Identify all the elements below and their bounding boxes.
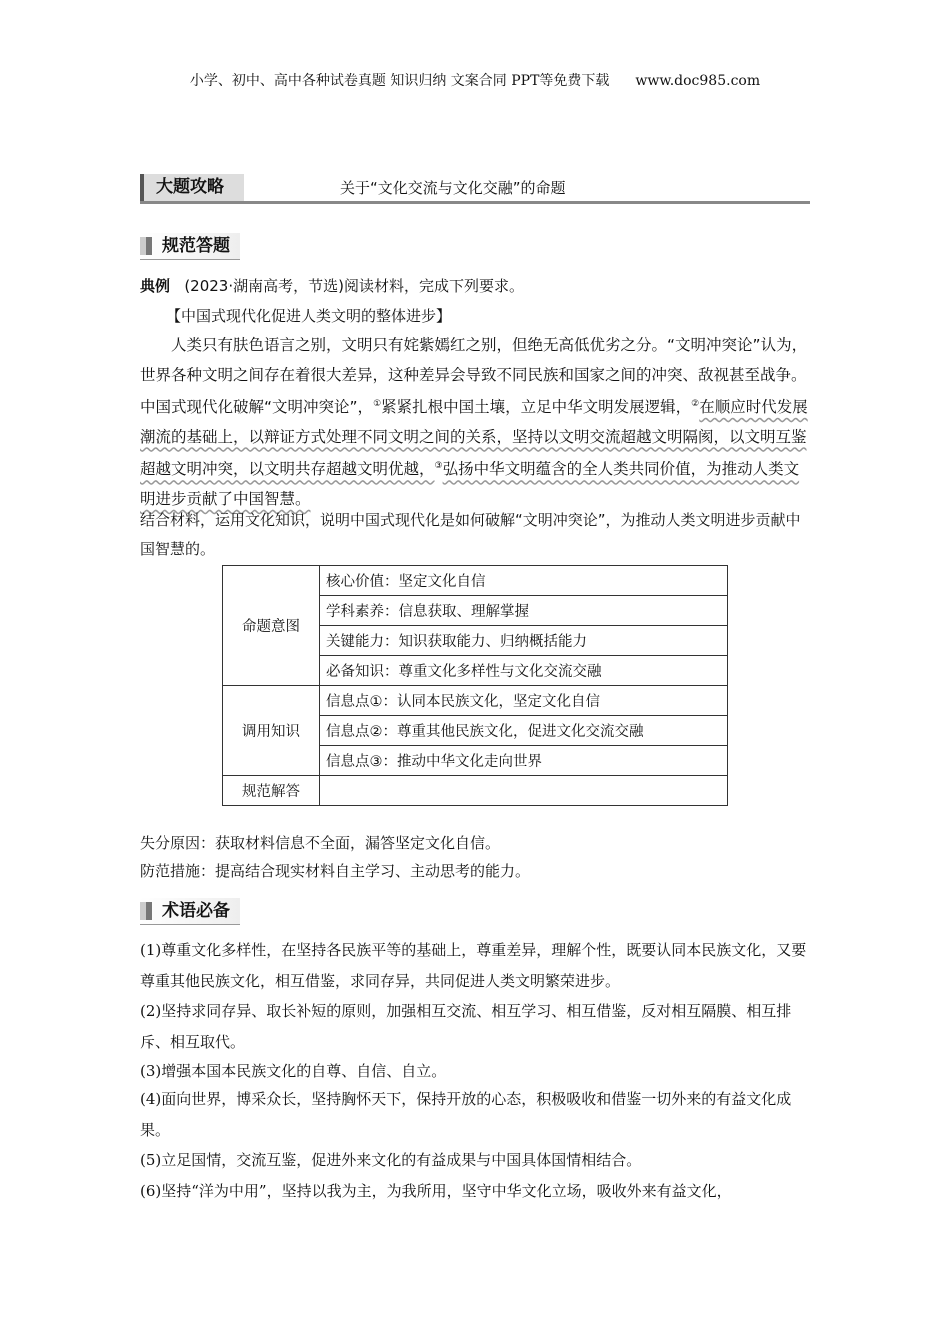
example-line (140, 272, 812, 301)
table-cell (320, 776, 728, 806)
marker: ② (691, 399, 700, 409)
example-source: (2023·湖南高考，节选)阅读材料，完成下列要求。 (184, 277, 524, 295)
term-item: (4)面向世界，博采众长，坚持胸怀天下，保持开放的心态，积极吸收和借鉴一切外来的有益文化成果。 (140, 1090, 792, 1139)
table-cell: 信息点②：尊重其他民族文化，促进文化交流交融 (320, 716, 728, 746)
material-part-underlined: 在顺应时代发展潮流的基础上，以辩证方式处理不同文明之间的关系，坚持以文明交流超越文明隔阂，以文明互鉴超越文明冲突，以文明共存超越文明优越， (140, 398, 808, 479)
row-header: 命题意图 (223, 566, 320, 686)
banner-tag: 大题攻略 (140, 174, 244, 201)
term-item: (6)坚持“洋为中用”，坚持以我为主，为我所用，坚守中华文化立场，吸收外来有益文化， (140, 1182, 732, 1200)
table-cell: 核心价值：坚定文化自信 (320, 566, 728, 596)
material-title: 【中国式现代化促进人类文明的整体进步】 (166, 307, 452, 325)
term-item: (2)坚持求同存异、取长补短的原则，加强相互交流、相互学习、相互借鉴，反对相互隔膜、相互排斥、相互取代。 (140, 1002, 792, 1051)
term-item: (1)尊重文化多样性，在坚持各民族平等的基础上，尊重差异，理解个性，既要认同本民族文化，又要尊重其他民族文化，相互借鉴，求同存异，共同促进人类文明繁荣进步。 (140, 941, 807, 990)
table-cell: 信息点①：认同本民族文化，坚定文化自信 (320, 686, 728, 716)
table-cell: 必备知识：尊重文化多样性与文化交流交融 (320, 656, 728, 686)
loss-reason: 失分原因：获取材料信息不全面，漏答坚定文化自信。 (140, 834, 501, 852)
section-heading: 规范答题 (140, 233, 240, 260)
material-part: 人类只有肤色语言之别，文明只有姹紫嫣红之别，但绝无高低优劣之分。“文明冲突论”认为，世界各种文明之间存在着很大差异，这种差异会导致不同民族和国家之间的冲突、敌视甚至战争。中国式现代化破解“文明冲突论”， (140, 336, 808, 417)
marker: ① (373, 399, 382, 409)
table-cell: 关键能力：知识获取能力、归纳概括能力 (320, 626, 728, 656)
row-header: 调用知识 (223, 686, 320, 776)
table-cell: 学科素养：信息获取、理解掌握 (320, 596, 728, 626)
banner (140, 174, 810, 204)
material-text (140, 331, 812, 514)
term-item: (5)立足国情，交流互鉴，促进外来文化的有益成果与中国具体国情相结合。 (140, 1151, 642, 1169)
banner-title: 关于“文化交流与文化交融”的命题 (340, 179, 566, 197)
analysis-table (222, 565, 728, 806)
question: 结合材料，运用文化知识，说明中国式现代化是如何破解“文明冲突论”，为推动人类文明进步贡献中国智慧的。 (140, 511, 801, 558)
prevention: 防范措施：提高结合现实材料自主学习、主动思考的能力。 (140, 862, 531, 880)
section-heading: 术语必备 (140, 898, 240, 925)
material-part: 紧紧扎根中国土壤，立足中华文明发展逻辑， (381, 398, 692, 417)
material-part-underlined: 弘扬中华文明蕴含的全人类共同价值，为推动人类文明进步贡献了中国智慧。 (140, 460, 800, 508)
marker: ③ (434, 461, 443, 472)
term-item: (3)增强本国本民族文化的自尊、自信、自立。 (140, 1062, 447, 1080)
row-header: 规范解答 (223, 776, 320, 806)
example-label: 典例 (140, 277, 171, 295)
page-header (0, 70, 950, 90)
header-text: 小学、初中、高中各种试卷真题 知识归纳 文案合同 PPT等免费下载 (189, 73, 610, 89)
table-cell: 信息点③：推动中华文化走向世界 (320, 746, 728, 776)
header-url: www.doc985.com (635, 73, 761, 89)
